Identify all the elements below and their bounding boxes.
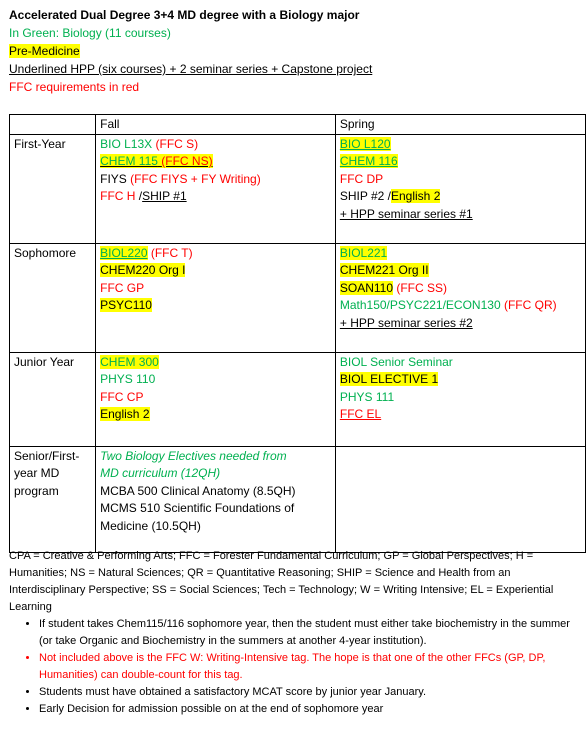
course-item: MCMS 510 Scientific Foundations of — [100, 501, 295, 515]
course-item: BIOL221 — [339, 245, 388, 260]
fall-cell — [96, 446, 336, 552]
table-row — [10, 352, 586, 446]
table-row — [10, 446, 586, 552]
ffc-tag: FFC EL — [339, 407, 382, 421]
row-label — [10, 446, 96, 552]
course-item: BIO L120 — [339, 136, 391, 151]
course-item: Two Biology Electives needed from — [100, 448, 287, 463]
course-item: MCBA 500 Clinical Anatomy (8.5QH) — [100, 483, 296, 498]
list-item: • Not included above is the FFC W: Writing-Intensive tag. The hope is that one of the other FFCs (GP, DP, Humanities) can double-count for this tag. — [39, 650, 579, 684]
table-header-row — [10, 115, 586, 135]
notes-list — [9, 616, 579, 718]
course-item: BIOL ELECTIVE 1 — [339, 372, 439, 386]
row-label: First-Year — [10, 134, 96, 243]
course-item: PHYS 111 — [339, 389, 395, 404]
course-item: English 2 — [100, 407, 150, 421]
course-item: BIO L13X — [100, 136, 153, 151]
list-item: • Students must have obtained a satisfactory MCAT score by junior year January. — [39, 684, 579, 701]
spring-cell — [335, 352, 585, 446]
table-row — [10, 243, 586, 352]
ffc-tag: (FFC SS) — [396, 280, 448, 295]
document-header — [9, 6, 579, 96]
column-header-fall: Fall — [96, 115, 336, 135]
row-label: Sophomore — [10, 243, 96, 352]
course-item: CHEM 116 — [339, 154, 398, 168]
ffc-tag: FFC H — [100, 189, 136, 203]
course-item: SHIP #2 / — [339, 189, 391, 203]
course-item: CHEM 300 — [100, 354, 159, 369]
row-label-line: Senior/First- — [14, 448, 80, 463]
course-item: MD curriculum (12QH) — [100, 466, 221, 480]
fall-cell — [96, 134, 336, 243]
ffc-tag: FFC DP — [339, 171, 384, 186]
course-item: Medicine (10.5QH) — [100, 518, 201, 533]
row-label: Junior Year — [10, 352, 96, 446]
course-item: PHYS 110 — [100, 372, 156, 386]
course-item: CHEM220 Org I — [100, 263, 186, 277]
document-title: Accelerated Dual Degree 3+4 MD degree with a Biology major — [9, 8, 360, 22]
course-item: PSYC110 — [100, 298, 152, 312]
row-label-line: program — [14, 483, 59, 498]
ffc-tag: (FFC NS) — [161, 154, 213, 168]
course-item: + HPP seminar series #2 — [339, 315, 473, 330]
ffc-tag: (FFC T) — [150, 245, 193, 260]
course-item: BIOL220 — [100, 245, 148, 260]
spring-cell — [335, 446, 585, 552]
course-item: + HPP seminar series #1 — [339, 206, 473, 221]
table-row — [10, 134, 586, 243]
fall-cell — [96, 352, 336, 446]
separator: / — [138, 189, 143, 203]
ffc-tag: (FFC QR) — [503, 298, 557, 312]
course-item: FIYS — [100, 171, 127, 186]
course-item: SOAN110 — [339, 280, 393, 295]
course-item: Math150/PSYC221/ECON130 — [339, 298, 501, 312]
list-item: • Early Decision for admission possible on at the end of sophomore year — [39, 701, 579, 718]
spring-cell — [335, 134, 585, 243]
course-item: English 2 — [391, 189, 441, 203]
legend-ffc: FFC requirements in red — [9, 80, 140, 94]
row-label-line: year MD — [14, 466, 60, 480]
abbreviations-text: CPA = Creative & Performing Arts; FFC = Forester Fundamental Curriculum; GP = Global Perspectives; H = Humanities; NS = Natural Sciences; QR = Quantitative Reasoning; SHIP = Science and Health from an Interdisciplinary Perspective; SS = Social Sciences; Tech = Technology; W = Writing Intensive; EL = Experiential Learning — [9, 550, 554, 613]
ffc-tag: (FFC FIYS + FY Writing) — [130, 171, 261, 186]
notes-section — [9, 548, 579, 718]
legend-underlined: Underlined HPP (six courses) + 2 seminar series + Capstone project — [9, 62, 373, 76]
ffc-tag: FFC CP — [100, 389, 144, 404]
column-header-spring: Spring — [335, 115, 585, 135]
legend-green: In Green: Biology (11 courses) — [9, 26, 171, 40]
table-corner-cell — [10, 115, 96, 135]
list-item: • If student takes Chem115/116 sophomore year, then the student must either take biochemistry in the summer (or take Organic and Biochemistry in the summers at another 4-year institution). — [39, 616, 579, 650]
course-item: BIOL Senior Seminar — [339, 354, 453, 369]
ffc-tag: (FFC S) — [155, 136, 199, 151]
ffc-tag: FFC GP — [100, 280, 145, 295]
course-item: CHEM221 Org II — [339, 263, 429, 277]
course-item: SHIP #1 — [142, 189, 187, 203]
legend-premed: Pre-Medicine — [9, 44, 80, 58]
course-plan-table — [9, 114, 586, 553]
course-item: CHEM 115 — [100, 154, 158, 168]
spring-cell — [335, 243, 585, 352]
fall-cell — [96, 243, 336, 352]
